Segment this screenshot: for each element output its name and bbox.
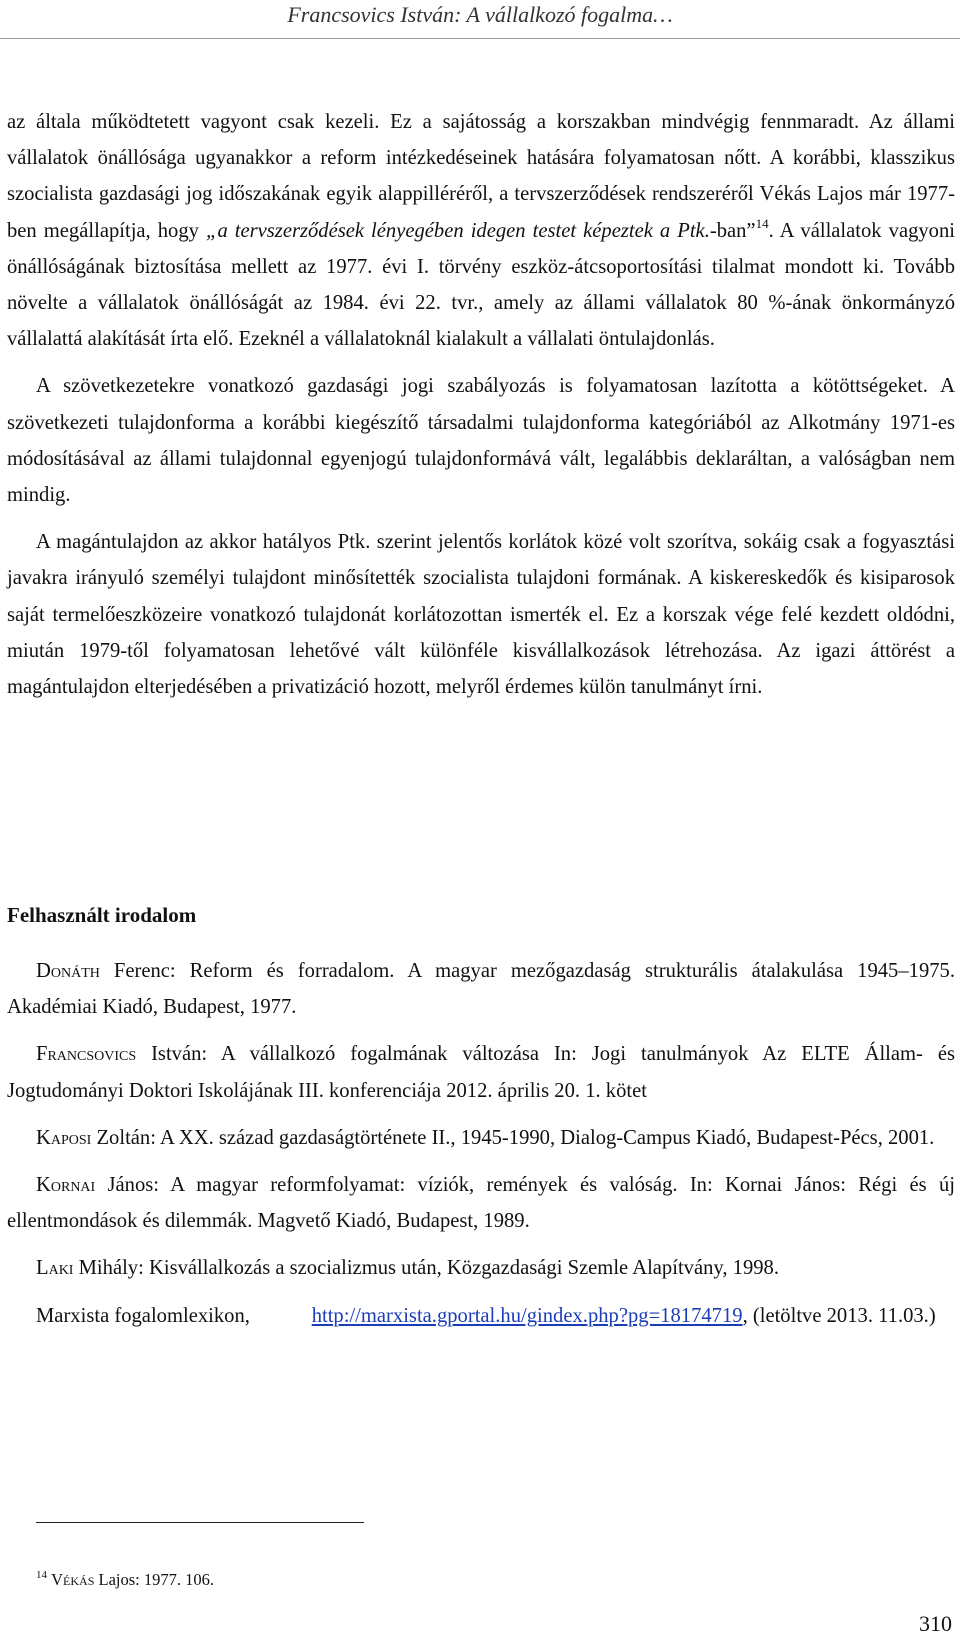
footnote-author: Vékás xyxy=(51,1570,95,1589)
reference-author: Donáth xyxy=(36,960,100,982)
quotation: „a tervszerződések lényegében idegen testet képeztek a Ptk. xyxy=(205,219,710,242)
reference-text: Mihály: Kisvállalkozás a szocializmus után, Közgazdasági Szemle Alapítvány, 1998. xyxy=(73,1257,779,1280)
paragraph-1-text-c: . A vállalatok vagyoni önállóságának biztosítása mellett az 1977. évi I. törvény eszköz-átcsoportosítási tilalmat mondott ki. Tovább növelte a vállalatok önállóságát az 1984. évi 22. tvr., amely az állami vállalatok 80 %-ának önkormányzó vállalattá alakítását írta elő. Ezeknél a vállalatoknál kialakult a vállalati öntulajdonlás. xyxy=(7,219,955,351)
reference-item xyxy=(7,1120,955,1156)
bibliography-heading: Felhasznált irodalom xyxy=(7,903,197,927)
reference-url-link[interactable]: http://marxista.gportal.hu/gindex.php?pg=18174719 xyxy=(311,1304,743,1327)
footnote-number: 14 xyxy=(36,1569,47,1581)
paragraph-1-text-a: az általa működtetett vagyont csak kezeli. Ez a sajátosság a korszakban mindvégig fennmaradt. Az állami vállalatok önállósága ugyanakkor a reform intézkedéseinek hatására folyamatosan nőtt. A korábbi, klasszikus szocialista gazdasági jog időszakának egyik alappilléréről, a tervszerződések rendszeréről Vékás Lajos már 1977-ben megállapítja, hogy xyxy=(7,111,955,242)
header-rule xyxy=(0,38,960,39)
footnote-reference[interactable]: 14 xyxy=(755,215,769,231)
reference-web-label: Marxista fogalomlexikon, xyxy=(36,1304,250,1327)
reference-web-after: , (letöltve 2013. 11.03.) xyxy=(742,1304,936,1327)
reference-item xyxy=(7,1250,955,1286)
footnote-separator xyxy=(36,1522,364,1523)
reference-list xyxy=(7,953,955,1345)
reference-text: János: A magyar reformfolyamat: víziók, remények és valóság. In: Kornai János: Régi és új ellentmondások és dilemmák. Magvető Kiadó, Budapest, 1989. xyxy=(7,1174,955,1233)
reference-author: Laki xyxy=(36,1257,74,1280)
reference-author: Francsovics xyxy=(36,1043,137,1066)
reference-text: Zoltán: A XX. század gazdaságtörténete II., 1945-1990, Dialog-Campus Kiadó, Budapest-Pécs, 2001. xyxy=(91,1126,935,1149)
footnote xyxy=(36,1570,214,1590)
reference-item xyxy=(7,953,955,1025)
paragraph-1-text-b: -ban” xyxy=(709,219,756,242)
paragraph-1 xyxy=(7,104,955,357)
reference-item xyxy=(7,1167,955,1239)
reference-author: Kornai xyxy=(36,1174,96,1197)
footnote-text: Lajos: 1977. 106. xyxy=(94,1570,215,1589)
reference-item-web xyxy=(7,1298,955,1334)
paragraph-3: A magántulajdon az akkor hatályos Ptk. szerint jelentős korlátok közé volt szorítva, sokáig csak a fogyasztási javakra irányuló személyi tulajdont minősítették szocialista tulajdoni formának. A kiskereskedők és kisiparosok saját termelőeszközeire vonatkozó tulajdonát korlátozottan ismerték el. Ez a korszak vége felé kezdett oldódni, miután 1979-től folyamatosan lehetővé vált különféle kisvállalkozások létrehozása. Az igazi áttörést a magántulajdon elterjedésében a privatizáció hozott, melyről érdemes külön tanulmányt írni. xyxy=(7,531,955,699)
body-text xyxy=(7,104,955,716)
reference-text: Ferenc: Reform és forradalom. A magyar mezőgazdaság strukturális átalakulása 1945–1975. Akadémiai Kiadó, Budapest, 1977. xyxy=(7,960,955,1019)
reference-author: Kaposi xyxy=(36,1126,92,1149)
reference-text: István: A vállalkozó fogalmának változása In: Jogi tanulmányok Az ELTE Állam- és Jogtudományi Doktori Iskolájának III. konferenciája 2012. április 20. 1. kötet xyxy=(7,1043,955,1102)
reference-item xyxy=(7,1036,955,1108)
running-header: Francsovics István: A vállalkozó fogalma… xyxy=(287,2,673,27)
page-number: 310 xyxy=(919,1611,952,1636)
paragraph-2: A szövetkezetekre vonatkozó gazdasági jogi szabályozás is folyamatosan lazította a kötöttségeket. A szövetkezeti tulajdonforma a korábbi kiegészítő társadalmi tulajdonforma kategóriából az Alkotmány 1971-es módosításával az állami tulajdonnal egyenjogú tulajdonformává vált, legalábbis deklaráltan, a valóságban nem mindig. xyxy=(7,375,955,507)
